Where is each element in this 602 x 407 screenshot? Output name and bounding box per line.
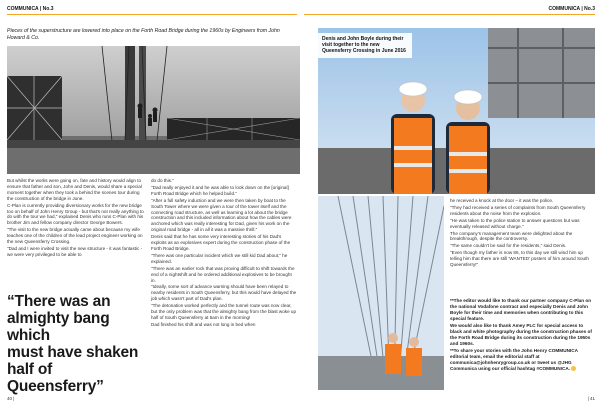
paragraph: Dad finished his shift and was not long in bed when <box>151 321 256 327</box>
cable-stays-illustration <box>318 196 444 390</box>
right-page-number: | 41 <box>587 396 595 401</box>
bridge-cables-photo <box>318 196 444 390</box>
paragraph: "The visit to the new bridge actually came about because my wife teaches one of the children of the lead project engineer working on the new Queensferry Crossing. <box>7 227 143 245</box>
historic-bridge-photo <box>7 46 300 174</box>
historic-photo-caption: Pieces of the superstructure are lowered into place on the Forth Road Bridge during the 1960s by Engineers from John Howard & Co. <box>7 28 280 41</box>
pull-quote-line: almighty bang which <box>7 310 110 344</box>
credit-paragraph: **The editor would like to thank our partner company C-Plan on the national Vodafone contract and especially Denis and John Boyle for their time and memories when contributing to this special feature. <box>450 298 592 321</box>
pull-quote-line: must have shaken <box>7 344 139 361</box>
left-page-number: 40 | <box>7 396 15 401</box>
paragraph: But whilst the works were going on, fate and history would align to ensure that father and son, John and Denis, would share a special moment together when they took a behind the scenes tour during the construction of the bridge in June. <box>7 178 142 201</box>
left-page-header: COMMUNICA | No.3 <box>7 6 54 12</box>
paragraph: Denis said that he has some very interesting stories of his Dad's exploits as an explosives expert during the construction phase of the Forth Road Bridge. <box>151 234 291 251</box>
paragraph: "Dad and I were invited to visit the new structure - it was fantastic - we were very privileged to be able to <box>7 245 143 257</box>
paragraph: "He was taken to the police station to answer questions but was eventually released without charge." <box>450 217 580 229</box>
pull-quote <box>7 293 149 395</box>
paragraph: "After a full safety induction and we were then taken by boat to the South Tower where we were given a tour of the tower itself and the connecting road structure, as well as learning a lot about the bridge construction and this included information about how the cables were anchored which was really interesting for Dad, given his work on the original road bridge - all in all it was a massive thrill." <box>151 197 292 233</box>
right-page-header: COMMUNICA | No.3 <box>548 6 595 12</box>
paragraph: "There was one particular incident which we still kid Dad about," he explained. <box>151 252 288 264</box>
right-header-rule <box>304 14 595 15</box>
credit-paragraph: We would also like to thank Amey PLC for special access to black and white photography during the construction phases of the Forth Road Bridge during its construction during the 1950s and 1960s. <box>450 323 592 346</box>
paragraph: "Even though my father is now 86, to this day we still wind him up telling him that there are still 'WANTED' posters of him around South Queensferry!" <box>450 250 589 268</box>
left-column-1 <box>7 178 145 259</box>
pull-quote-line: half of Queensferry” <box>7 361 104 395</box>
editor-credits <box>450 298 596 373</box>
paragraph: "They had received a series of complaints from South Queensferry residents about the noise from the explosion. <box>450 204 586 216</box>
paragraph: "The detonation worked perfectly and the tunnel route was now clear, but the only problem was that the almighty bang from the blast woke up half of South Queensferry at 5am in the morning! <box>151 303 297 320</box>
left-column-2 <box>151 178 297 329</box>
portrait-photo-caption: Denis and John Boyle during their visit together to the new Queensferry Crossing in June 2016 <box>318 33 412 58</box>
paragraph: he received a knock at the door – it was the police. <box>450 198 554 203</box>
paragraph: do do this." <box>151 178 174 183</box>
paragraph: "Ideally, some sort of advance warning should have been relayed to nearby residents in South Queensferry, but this would have delayed the job which wasn't part of Dad's plan. <box>151 284 297 302</box>
pull-quote-line: “There was an <box>7 293 111 310</box>
lightbulb-icon <box>571 366 576 371</box>
paragraph: C-Plan is currently providing diversionary works for the new bridge too on behalf of John Henry Group - but that's not really anything to do with the tour we had," explained Denis who runs C-Plan with his brother Jim and fellow company director George Bowers. <box>7 202 144 226</box>
paragraph: "Dad really enjoyed it and he was able to look down on the [original] Forth Road Bridge which he helped build." <box>151 184 289 196</box>
left-header-rule <box>7 14 297 15</box>
credit-paragraph <box>450 348 596 372</box>
historic-bridge-illustration <box>7 46 300 174</box>
right-column <box>450 198 596 269</box>
paragraph: "The same couldn't be said for the residents," said Denis. <box>450 243 567 249</box>
paragraph: "There was an earlier rock that was proving difficult to shift towards the end of a nightshift and he ordered additional explosives to be brought in. <box>151 265 295 283</box>
credit-text: **To share your stories with the John Henry COMMUNICA editorial team, email the editorial staff at communica@johnhenrygroup.co.uk or tweet us @JHG Communica using our official hashtag #COMMUNICA. <box>450 348 578 371</box>
paragraph: The company's management team were delighted about the breakthrough, despite the controversy. <box>450 230 573 242</box>
